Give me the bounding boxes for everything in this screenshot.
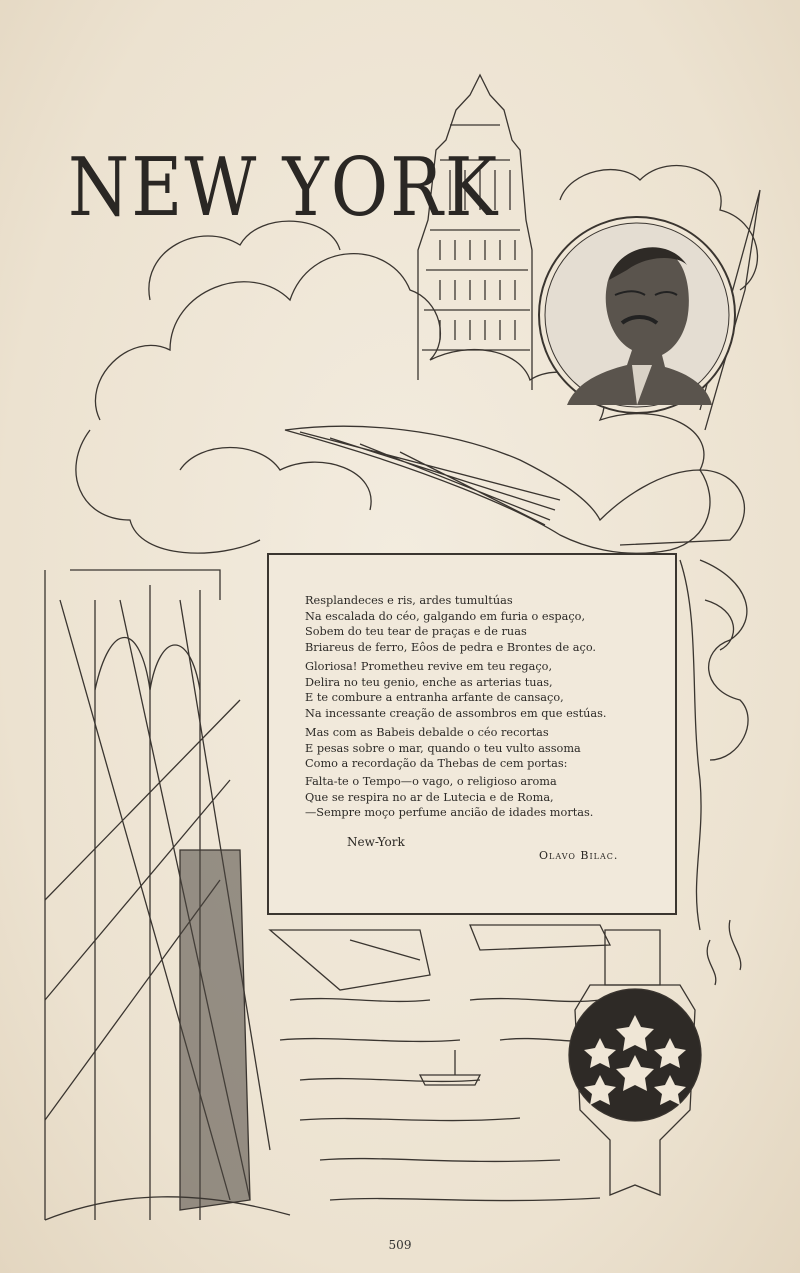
stanza-1 [305, 593, 596, 655]
stanza-4 [305, 774, 593, 821]
poem-line: E pesas sobre o mar, quando o teu vulto assoma [305, 741, 581, 755]
portrait-medallion [537, 215, 737, 415]
poem-line: Falta-te o Tempo—o vago, o religioso aroma [305, 775, 557, 788]
poem-line: Na incessante creação de assombros em que estúas. [305, 706, 607, 720]
poem-author: Olavo Bilac. [539, 849, 619, 862]
poem-box [267, 553, 677, 915]
poem-line: E te combure a entranha arfante de cansaço, [305, 691, 564, 704]
poem-line: Mas com as Babeis debalde o céo recortas [305, 726, 549, 739]
poem-line: Briareus de ferro, Eôos de pedra e Brontes de aço. [305, 640, 597, 654]
stanza-2 [305, 659, 607, 721]
poem-line: Na escalada do céo, galgando em furia o espaço, [305, 609, 586, 623]
page-title: NEW YORK [68, 140, 500, 235]
poem-line: Gloriosa! Prometheu revive em teu regaço, [305, 660, 553, 673]
poem-line: Sobem do teu tear de praças e de ruas [305, 625, 527, 638]
poem-line: Como a recordação da Thebas de cem portas: [305, 757, 568, 770]
harbour [270, 925, 610, 990]
poem-place: New-York [347, 835, 405, 849]
poem-line: Resplandeces e ris, ardes tumultúas [305, 594, 513, 607]
steamboat [420, 1050, 480, 1085]
stanza-3 [305, 725, 581, 772]
poem-line: Que se respira no ar de Lutecia e de Roma, [305, 790, 554, 804]
poem-line: —Sempre moço perfume ancião de idades mortas. [305, 806, 594, 819]
page-number: 509 [388, 1238, 412, 1252]
poem-line: Delira no teu genio, enche as arterias tuas, [305, 675, 553, 689]
ornament-vine [680, 560, 748, 930]
